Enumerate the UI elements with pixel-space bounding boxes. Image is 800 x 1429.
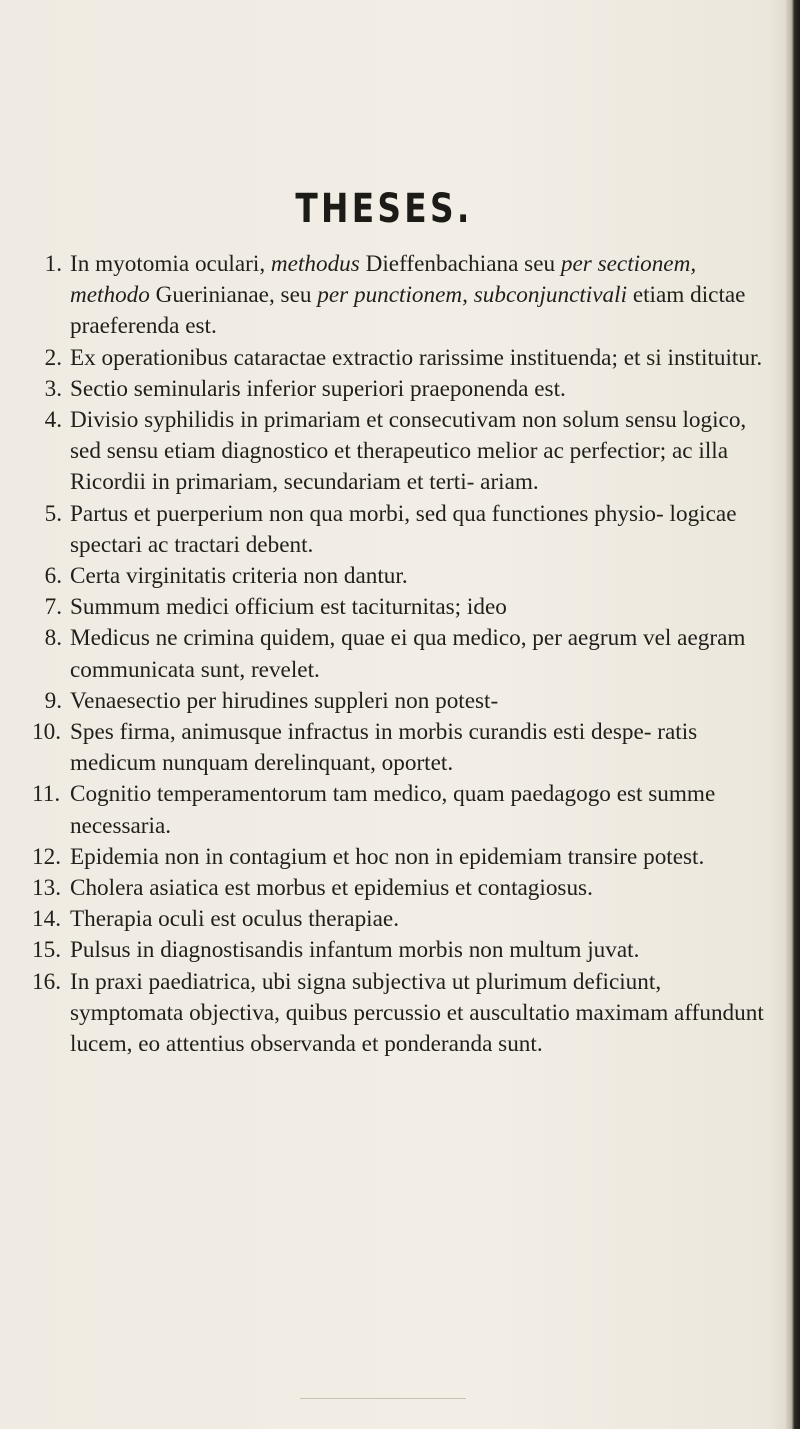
- thesis-item: [22, 904, 770, 935]
- thesis-text-run: Sectio seminularis inferior superiori praeponenda est.: [70, 375, 566, 402]
- thesis-item: [22, 592, 770, 623]
- thesis-text: [70, 251, 745, 339]
- thesis-item: [22, 405, 770, 499]
- thesis-number: 10.: [32, 719, 61, 746]
- page-edge-shadow: [786, 0, 800, 1429]
- thesis-text-italic: per punctionem, subconjunctivali: [317, 282, 628, 309]
- thesis-text-run: Partus et puerperium non qua morbi, sed qua functiones physio- logicae spectari ac tractari debent.: [70, 500, 737, 558]
- thesis-text: [70, 345, 762, 371]
- thesis-text: [70, 719, 697, 776]
- thesis-item: [22, 967, 770, 1061]
- thesis-item: [22, 623, 770, 685]
- thesis-number: 14.: [32, 906, 61, 933]
- thesis-text: [70, 937, 639, 963]
- thesis-item: [22, 842, 770, 873]
- thesis-number: 11.: [32, 781, 61, 808]
- thesis-text-run: Certa virginitatis criteria non dantur.: [70, 563, 408, 590]
- thesis-text: [70, 906, 399, 932]
- thesis-text-italic: per sectionem, methodo: [70, 251, 697, 309]
- thesis-item: [22, 686, 770, 717]
- thesis-number: 13.: [32, 875, 61, 902]
- thesis-text-run: In praxi paediatrica, ubi signa subjectiva ut plurimum deficiunt, symptomata objectiva, quibus percussio et auscultatio maximam affundunt lucem, eo attentius observanda et ponderanda sunt.: [70, 968, 764, 1058]
- thesis-number: 12.: [32, 843, 61, 870]
- thesis-text: [70, 844, 704, 870]
- thesis-number: 2.: [44, 344, 62, 371]
- thesis-text: [70, 594, 507, 620]
- page-heading: THESES.: [295, 186, 473, 232]
- thesis-number: 4.: [44, 407, 62, 434]
- thesis-item: [22, 873, 770, 904]
- thesis-text-run: Guerinianae, seu: [149, 282, 318, 309]
- thesis-item: [22, 343, 770, 374]
- thesis-number: 8.: [44, 625, 62, 652]
- thesis-item: [22, 717, 770, 779]
- thesis-text: [70, 376, 566, 402]
- thesis-number: 15.: [32, 937, 61, 964]
- thesis-number: 3.: [44, 375, 62, 402]
- thesis-number: 16.: [32, 968, 61, 995]
- thesis-text-run: Divisio syphilidis in primariam et consecutivam non solum sensu logico, sed sensu etiam diagnostico et therapeutico melior ac perfectior; ac illa Ricordii in primariam, secundariam et terti- ariam.: [70, 407, 747, 496]
- footer-rule: [300, 1398, 466, 1399]
- thesis-text-run: In myotomia oculari,: [70, 251, 271, 277]
- thesis-item: [22, 249, 770, 343]
- thesis-item: [22, 779, 770, 841]
- thesis-text-run: Summum medici officium est taciturnitas; ideo: [70, 594, 507, 621]
- thesis-text-run: Therapia oculi est oculus therapiae.: [70, 906, 399, 933]
- thesis-text-run: Dieffenbachiana seu: [359, 251, 561, 277]
- thesis-item: [22, 499, 770, 561]
- thesis-text: [70, 407, 746, 495]
- thesis-number: 7.: [44, 594, 62, 621]
- thesis-text-run: Ex operationibus cataractae extractio rarissime instituenda; et si instituitur.: [70, 344, 763, 371]
- thesis-text-italic: methodus: [270, 251, 360, 277]
- thesis-text-run: etiam dictae praeferenda est.: [70, 282, 746, 340]
- thesis-text: [70, 563, 408, 589]
- thesis-text: [70, 781, 715, 838]
- thesis-text: [70, 625, 745, 682]
- thesis-item: [22, 374, 770, 405]
- thesis-text: [70, 688, 498, 714]
- thesis-text-run: Cognitio temperamentorum tam medico, quam paedagogo est summe necessaria.: [70, 781, 716, 839]
- thesis-text: [70, 501, 736, 558]
- thesis-number: 6.: [44, 563, 62, 590]
- thesis-number: 5.: [44, 500, 62, 527]
- thesis-text-run: Spes firma, animusque infractus in morbis curandis esti despe- ratis medicum nunquam derelinquant, oportet.: [70, 719, 698, 777]
- thesis-text-run: Pulsus in diagnostisandis infantum morbis non multum juvat.: [70, 937, 640, 964]
- thesis-text-run: Medicus ne crimina quidem, quae ei qua medico, per aegrum vel aegram communicata sunt, revelet.: [70, 625, 746, 683]
- thesis-number: 1.: [44, 251, 62, 277]
- thesis-text-run: Epidemia non in contagium et hoc non in epidemiam transire potest.: [70, 843, 705, 870]
- theses-list: [22, 249, 770, 1060]
- thesis-text-run: Cholera asiatica est morbus et epidemius et contagiosus.: [70, 875, 593, 902]
- thesis-number: 9.: [44, 687, 62, 714]
- thesis-item: [22, 935, 770, 966]
- thesis-item: [22, 561, 770, 592]
- thesis-text: [70, 875, 593, 901]
- thesis-text-run: Venaesectio per hirudines suppleri non potest-: [70, 687, 499, 714]
- thesis-text: [70, 969, 764, 1057]
